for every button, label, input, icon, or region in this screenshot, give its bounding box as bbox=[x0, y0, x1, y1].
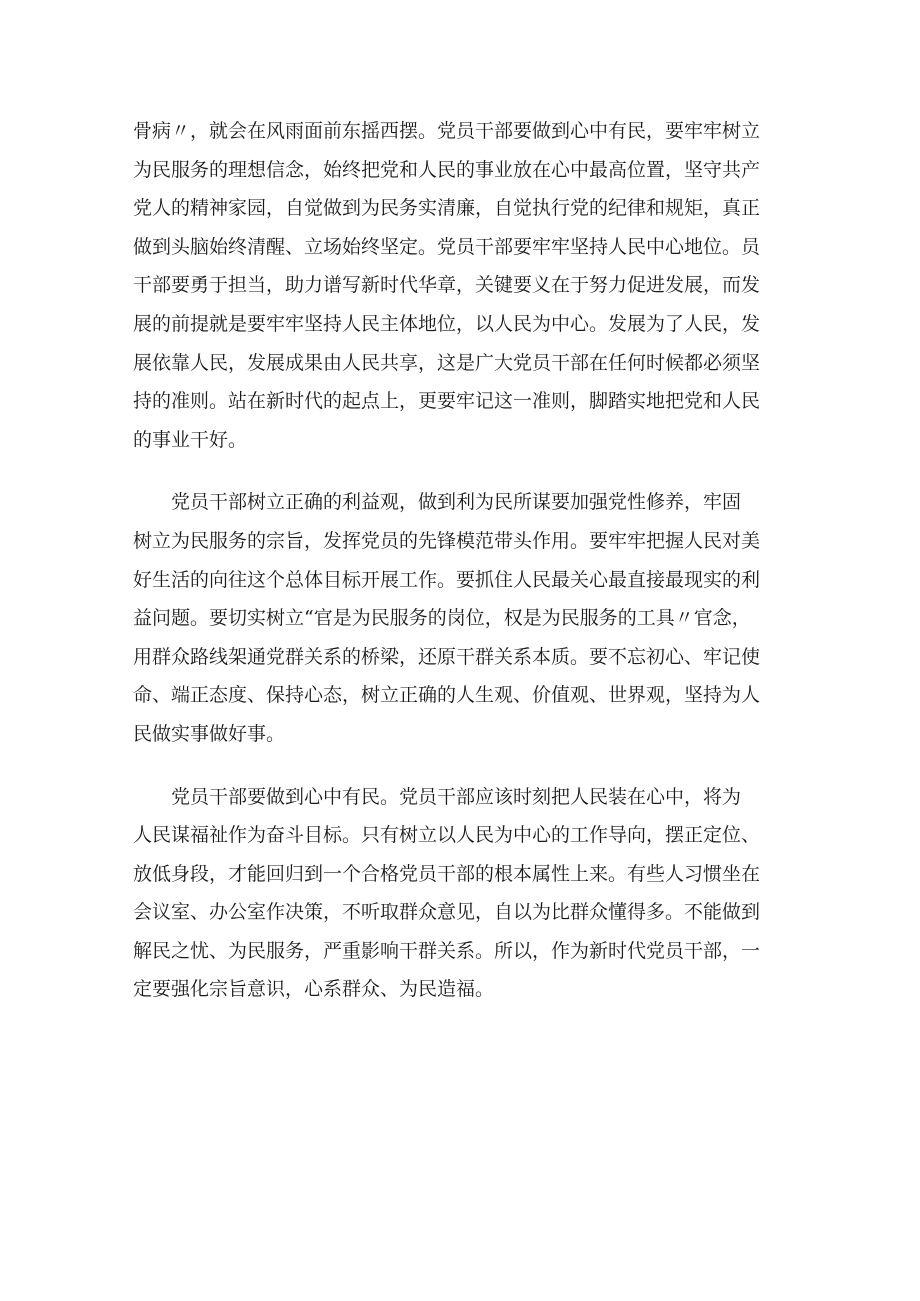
paragraph-2 bbox=[133, 483, 793, 753]
paragraph-1 bbox=[133, 112, 793, 459]
text-line: 展依靠人民，发展成果由人民共享，这是广大党员干部在任何时候都必须坚 bbox=[133, 351, 761, 374]
text-line: 命、端正态度、保持心态，树立正确的人生观、价值观、世界观，坚持为人 bbox=[133, 684, 761, 707]
text-line: 持的准则。站在新时代的起点上，更要牢记这一准则，脚踏实地把党和人民 bbox=[133, 390, 761, 413]
text-line: 党员干部要做到心中有民。党员干部应该时刻把人民装在心中，将为 bbox=[171, 785, 742, 808]
text-line: 做到头脑始终清醒、立场始终坚定。党员干部要牢牢坚持人民中心地位。员 bbox=[133, 235, 761, 258]
text-line: 益问题。要切实树立“官是为民服务的岗位，权是为民服务的工具〃官念， bbox=[133, 607, 751, 630]
text-line: 的事业干好。 bbox=[133, 428, 248, 451]
text-line: 展的前提就是要牢牢坚持人民主体地位，以人民为中心。发展为了人民，发 bbox=[133, 312, 761, 335]
document-body bbox=[133, 112, 793, 1033]
text-line: 骨病〃，就会在风雨面前东摇西摆。党员干部要做到心中有民，要牢牢树立 bbox=[133, 120, 761, 142]
text-line: 用群众路线架通党群关系的桥梁，还原干群关系本质。要不忘初心、牢记使 bbox=[133, 645, 761, 668]
text-line: 党人的精神家园，自觉做到为民务实清廉，自觉执行党的纪律和规矩，真正 bbox=[133, 197, 761, 220]
text-line: 树立为民服务的宗旨，发挥党员的先锋模范带头作用。要牢牢把握人民对美 bbox=[133, 529, 761, 552]
text-line: 定要强化宗旨意识，心系群众、为民造福。 bbox=[133, 978, 495, 1001]
text-line: 会议室、办公室作决策，不听取群众意见，自以为比群众懂得多。不能做到 bbox=[133, 901, 761, 924]
text-line: 党员干部树立正确的利益观，做到利为民所谋要加强党性修养，牢固 bbox=[171, 491, 742, 514]
paragraph-3 bbox=[133, 778, 793, 1010]
text-line: 干部要勇于担当，助力谱写新时代华章，关键要义在于努力促进发展，而发 bbox=[133, 274, 761, 297]
text-line: 民做实事做好事。 bbox=[133, 722, 286, 745]
text-line: 人民谋福祉作为奋斗目标。只有树立以人民为中心的工作导向，摆正定位、 bbox=[133, 824, 761, 847]
text-line: 解民之忧、为民服务，严重影响干群关系。所以，作为新时代党员干部，一 bbox=[133, 939, 761, 962]
text-line: 好生活的向往这个总体目标开展工作。要抓住人民最关心最直接最现实的利 bbox=[133, 568, 761, 591]
text-line: 为民服务的理想信念，始终把党和人民的事业放在心中最高位置，坚守共产 bbox=[133, 158, 761, 181]
text-line: 放低身段，才能回归到一个合格党员干部的根本属性上来。有些人习惯坐在 bbox=[133, 862, 761, 885]
